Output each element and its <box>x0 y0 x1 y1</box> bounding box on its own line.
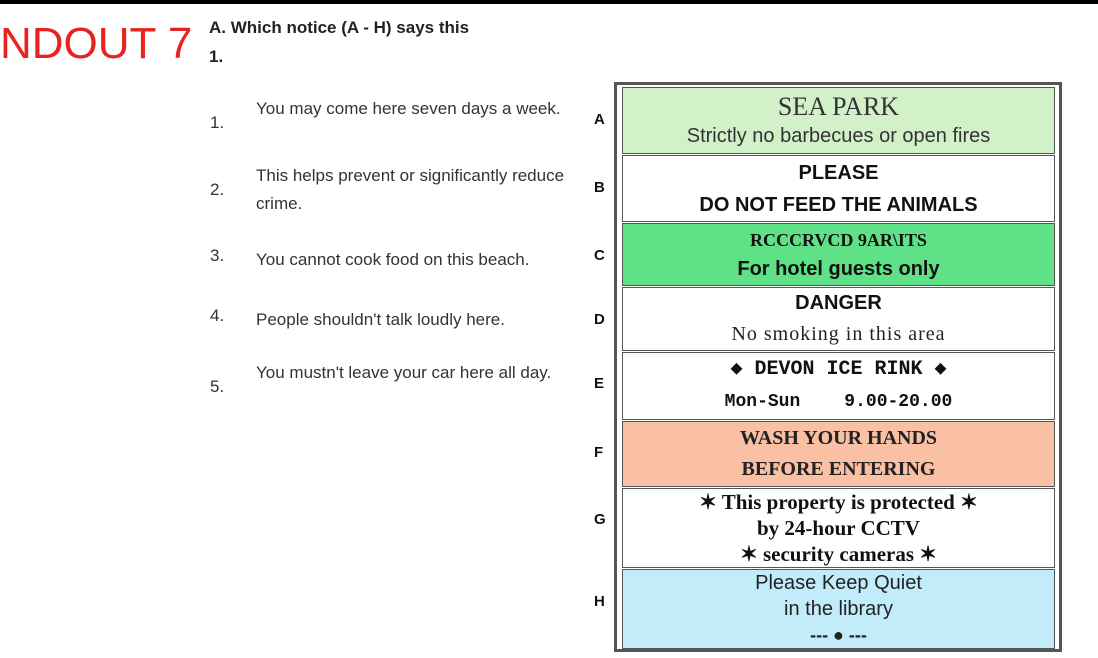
notice-b-text: DO NOT FEED THE ANIMALS <box>699 193 978 216</box>
statement-number: 5. <box>210 377 225 396</box>
question-number: 1. <box>209 47 224 66</box>
notice-a-text: Strictly no barbecues or open fires <box>686 124 991 147</box>
statement-text: You mustn't leave your car here all day. <box>256 363 552 382</box>
notice-letter-e: E <box>594 375 605 392</box>
notice-c-text: For hotel guests only <box>737 257 940 280</box>
notice-g-line-3: ✶ security cameras ✶ <box>740 542 937 566</box>
notice-c-title: RCCCRVCD 9AR\ITS <box>750 229 927 250</box>
notice-h-line-2: in the library <box>784 598 893 620</box>
notice-letter-b: B <box>594 179 605 196</box>
notice-h-line-1: Please Keep Quiet <box>755 572 922 594</box>
top-border <box>0 0 1098 4</box>
question-header <box>209 18 469 67</box>
notice-e-times: 9.00-20.00 <box>844 392 953 412</box>
notice-b <box>622 155 1055 222</box>
notice-g <box>622 488 1055 568</box>
notice-letter-c: C <box>594 247 605 264</box>
notice-g-line-2: by 24-hour CCTV <box>757 516 920 540</box>
notice-board <box>614 82 1062 652</box>
notice-f-title: WASH YOUR HANDS <box>739 427 938 449</box>
notice-e-days: Mon-Sun <box>724 392 801 412</box>
notice-letter-a: A <box>594 111 605 128</box>
notice-d <box>622 287 1055 351</box>
notice-letter-h: H <box>594 593 605 610</box>
statement-text: You may come here seven days a week. <box>256 99 561 118</box>
statement-number: 2. <box>210 180 225 199</box>
notice-c <box>622 223 1055 286</box>
notice-e-hours <box>725 386 953 418</box>
statement-number: 4. <box>210 306 225 325</box>
statement-number: 3. <box>210 246 225 265</box>
question-title: A. Which notice (A - H) says this <box>209 18 470 37</box>
statement-text: People shouldn't talk loudly here. <box>256 310 505 329</box>
notice-e <box>622 352 1055 420</box>
notice-f-text: BEFORE ENTERING <box>741 458 936 480</box>
statement-text: This helps prevent or significantly reduce crime. <box>256 166 565 213</box>
notice-letter-d: D <box>594 311 605 328</box>
statement-number: 1. <box>210 113 225 132</box>
handout-heading: NDOUT 7 <box>0 19 193 68</box>
notice-h <box>622 569 1055 649</box>
notice-letter-g: G <box>594 511 606 528</box>
statement-text: You cannot cook food on this beach. <box>256 250 530 269</box>
notice-f <box>622 421 1055 487</box>
notice-g-line-1: ✶ This property is protected ✶ <box>699 490 978 514</box>
notice-a <box>622 87 1055 154</box>
notice-h-ornament: --- ● --- <box>810 625 867 645</box>
notice-b-title: PLEASE <box>798 161 879 184</box>
notice-e-title: ◆ DEVON ICE RINK ◆ <box>730 358 947 381</box>
notice-d-title: DANGER <box>795 292 882 314</box>
notice-letter-f: F <box>594 444 604 461</box>
notice-a-title: SEA PARK <box>777 91 900 121</box>
notice-d-text: No smoking in this area <box>731 323 946 345</box>
